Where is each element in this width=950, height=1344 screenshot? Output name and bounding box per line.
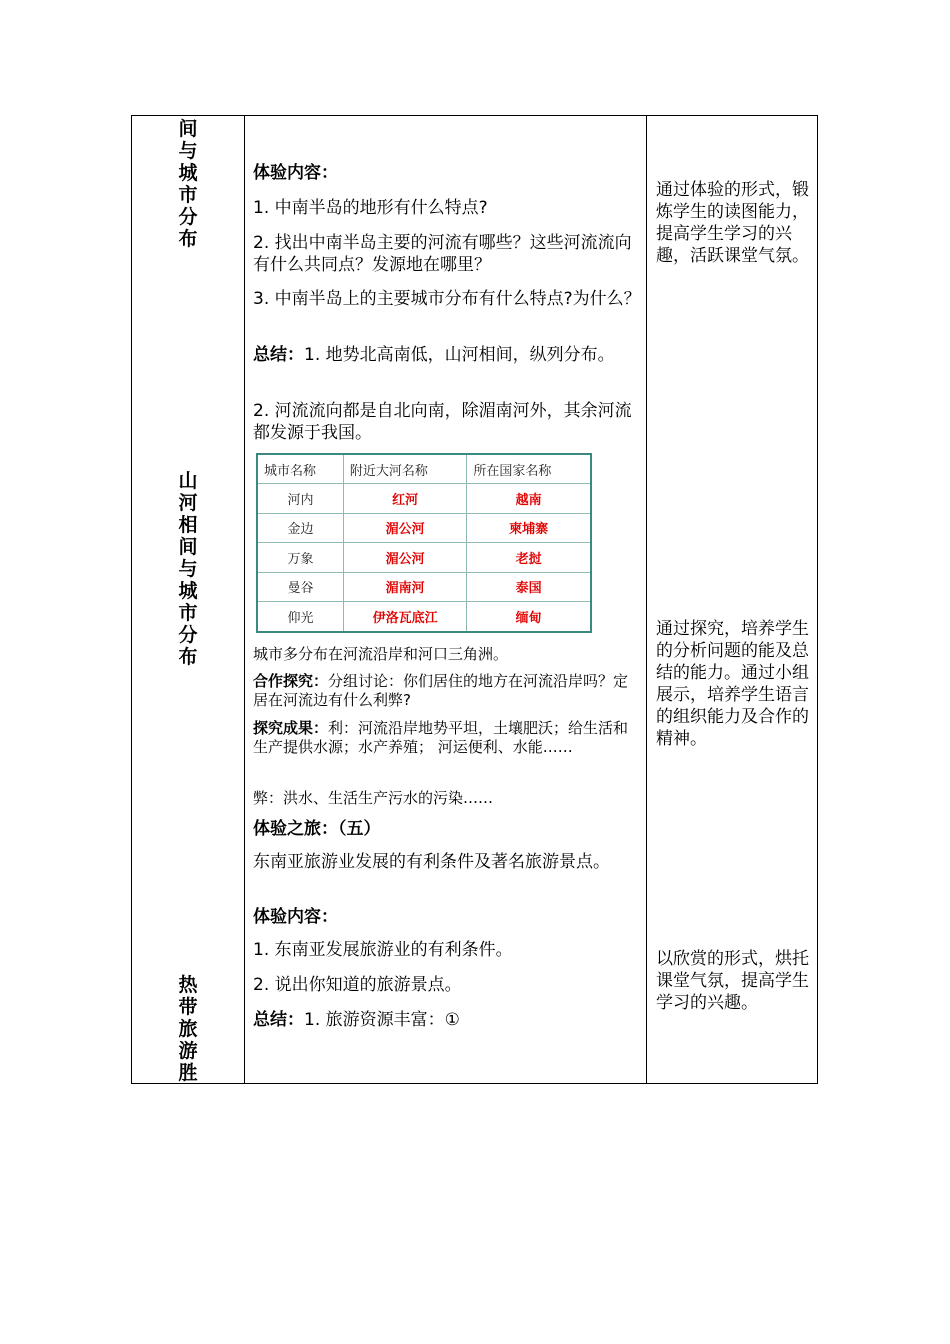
question: 2. 说出你知道的旅游景点。	[253, 975, 462, 995]
country-cell: 柬埔寨	[467, 513, 591, 543]
city-cell: 曼谷	[257, 572, 343, 602]
result-paragraph: 探究成果：利：河流沿岸地势平坦，土壤肥沃；给生活和生产提供水源；水产养殖； 河运便利、水能……	[253, 719, 629, 756]
teaching-note: 通过探究，培养学生的分析问题的能及总结的能力。通过小组展示，培养学生语言的组织能力及合作的精神。	[656, 619, 809, 749]
river-cell: 湄南河	[343, 572, 466, 602]
river-cell: 湄公河	[343, 543, 466, 573]
tour-intro: 东南亚旅游业发展的有利条件及著名旅游景点。	[253, 852, 610, 872]
coop-paragraph: 合作探究：分组讨论：你们居住的地方在河流沿岸吗？定居在河流边有什么利弊?	[253, 672, 629, 709]
river-cell: 红河	[343, 484, 466, 514]
city-cell: 金边	[257, 513, 343, 543]
teaching-note: 以欣赏的形式，烘托课堂气氛，提高学生学习的兴趣。	[656, 949, 809, 1013]
table-header-row	[257, 454, 591, 484]
heading: 体验内容：	[253, 907, 338, 927]
table-row	[257, 543, 591, 573]
section-label-mid: 山 河 相 间 与 城 市 分 布	[178, 470, 198, 668]
column-divider	[244, 116, 245, 1083]
summary: 总结：1. 旅游资源丰富：①	[253, 1010, 460, 1030]
country-cell: 缅甸	[467, 602, 591, 632]
section-label-top: 间 与 城 市 分 布	[178, 118, 198, 250]
heading: 体验之旅：（五）	[253, 819, 381, 839]
summary: 2. 河流流向都是自北向南，除湄南河外，其余河流都发源于我国。	[253, 401, 632, 443]
heading: 体验内容：	[253, 163, 338, 183]
question: 1. 中南半岛的地形有什么特点?	[253, 198, 488, 218]
river-cell: 湄公河	[343, 513, 466, 543]
city-cell: 仰光	[257, 602, 343, 632]
question: 3. 中南半岛上的主要城市分布有什么特点?为什么？	[253, 289, 641, 309]
table-row	[257, 602, 591, 632]
table-header: 城市名称	[257, 454, 343, 484]
column-divider	[646, 116, 647, 1083]
city-note: 城市多分布在河流沿岸和河口三角洲。	[253, 645, 509, 663]
lesson-table	[131, 115, 818, 1084]
question: 1. 东南亚发展旅游业的有利条件。	[253, 940, 513, 960]
table-row	[257, 484, 591, 514]
city-cell: 河内	[257, 484, 343, 514]
summary: 总结：1. 地势北高南低，山河相间，纵列分布。	[253, 345, 615, 365]
country-cell: 越南	[467, 484, 591, 514]
question: 2. 找出中南半岛主要的河流有哪些？这些河流流向有什么共同点？发源地在哪里？	[253, 233, 632, 275]
teaching-note: 通过体验的形式，锻炼学生的读图能力，提高学生学习的兴趣，活跃课堂气氛。	[656, 180, 809, 266]
city-river-table	[256, 453, 592, 633]
bad-paragraph: 弊：洪水、生活生产污水的污染……	[253, 789, 494, 807]
table-header: 所在国家名称	[467, 454, 591, 484]
country-cell: 老挝	[467, 543, 591, 573]
city-cell: 万象	[257, 543, 343, 573]
table-header: 附近大河名称	[343, 454, 466, 484]
table-row	[257, 572, 591, 602]
section-label-bottom: 热 带 旅 游 胜	[178, 974, 198, 1084]
country-cell: 泰国	[467, 572, 591, 602]
river-cell: 伊洛瓦底江	[343, 602, 466, 632]
table-row	[257, 513, 591, 543]
